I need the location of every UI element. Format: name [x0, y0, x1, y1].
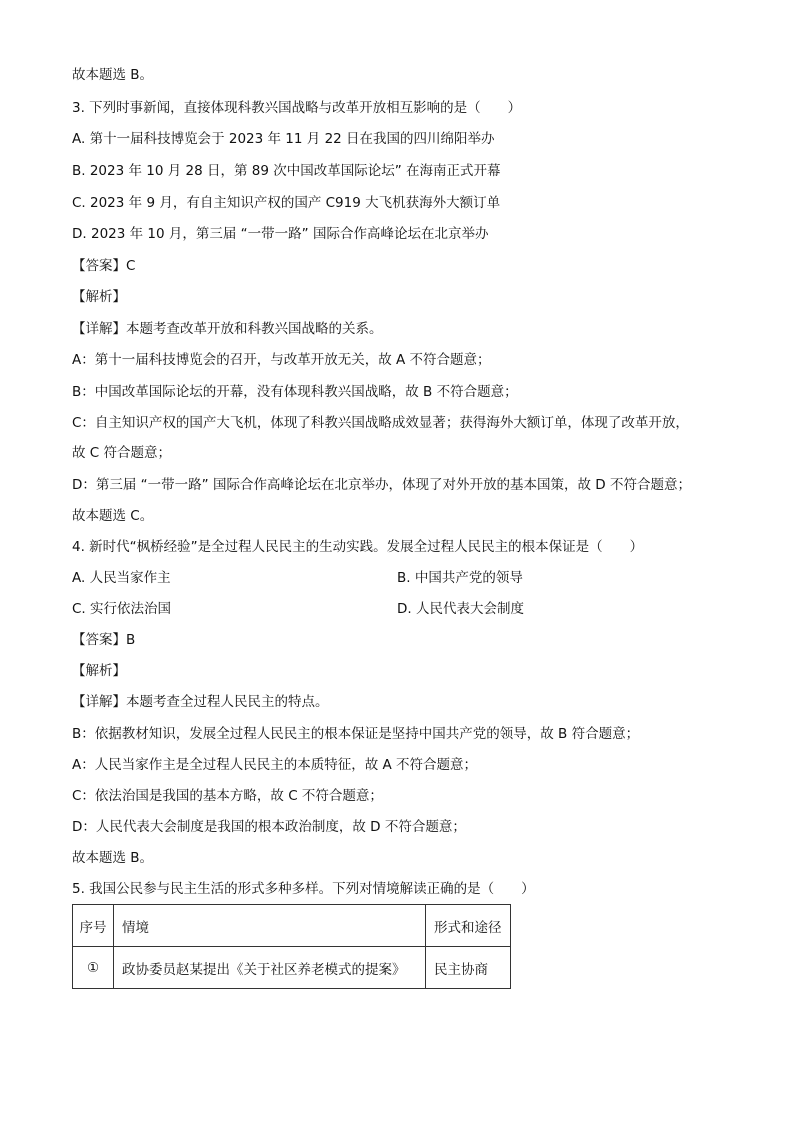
detail-text: B：中国改革国际论坛的开幕，没有体现科教兴国战略，故 B 不符合题意；: [72, 384, 518, 400]
conclusion: 故本题选 C。: [72, 508, 154, 524]
option-d: D. 2023 年 10 月，第三届 “一带一路” 国际合作高峰论坛在北京举办: [72, 226, 489, 242]
table-cell: ①: [73, 947, 114, 989]
option-a: A. 第十一届科技博览会于 2023 年 11 月 22 日在我国的四川绵阳举办: [72, 131, 495, 147]
option-b: B. 2023 年 10 月 28 日，第 89 次中国改革国际论坛” 在海南正式开幕: [72, 163, 501, 179]
answer: 【答案】B: [72, 632, 136, 648]
detail-text: A：人民当家作主是全过程人民民主的本质特征，故 A 不符合题意；: [72, 757, 478, 773]
table-cell: 民主协商: [426, 947, 511, 989]
option-b: B. 中国共产党的领导: [397, 570, 523, 586]
option-c: C. 2023 年 9 月，有自主知识产权的国产 C919 大飞机获海外大额订单: [72, 195, 501, 211]
table-cell: 政协委员赵某提出《关于社区养老模式的提案》: [114, 947, 426, 989]
detail-text: 【详解】本题考查改革开放和科教兴国战略的关系。: [72, 321, 383, 337]
detail-text: 【详解】本题考查全过程人民民主的特点。: [72, 694, 329, 710]
table-row: [73, 947, 511, 989]
table-header: 形式和途径: [426, 905, 511, 947]
table-header-row: [73, 905, 511, 947]
scenario-table: [72, 904, 511, 989]
analysis-heading: 【解析】: [72, 663, 126, 679]
table-header: 情境: [114, 905, 426, 947]
conclusion: 故本题选 B。: [72, 850, 154, 866]
detail-text: C：依法治国是我国的基本方略，故 C 不符合题意；: [72, 788, 383, 804]
option-c: C. 实行依法治国: [72, 601, 172, 617]
detail-text: D：人民代表大会制度是我国的根本政治制度，故 D 不符合题意；: [72, 819, 466, 835]
detail-text: B：依据教材知识，发展全过程人民民主的根本保证是坚持中国共产党的领导，故 B 符合题意；: [72, 726, 640, 742]
analysis-heading: 【解析】: [72, 289, 126, 305]
detail-text: C：自主知识产权的国产大飞机，体现了科教兴国战略成效显著；获得海外大额订单，体现了改革开放，: [72, 415, 689, 431]
table-header: 序号: [73, 905, 114, 947]
question-3: 3. 下列时事新闻，直接体现科教兴国战略与改革开放相互影响的是（ ）: [72, 100, 522, 116]
text-line: 故本题选 B。: [72, 67, 154, 83]
question-5: 5. 我国公民参与民主生活的形式多种多样。下列对情境解读正确的是（ ）: [72, 881, 535, 897]
detail-text: 故 C 符合题意；: [72, 445, 172, 461]
option-a: A. 人民当家作主: [72, 570, 171, 586]
answer: 【答案】C: [72, 258, 136, 274]
question-4: 4. 新时代“枫桥经验”是全过程人民民主的生动实践。发展全过程人民民主的根本保证是（ ）: [72, 539, 644, 555]
detail-text: A：第十一届科技博览会的召开，与改革开放无关，故 A 不符合题意；: [72, 352, 491, 368]
detail-text: D：第三届 “一带一路” 国际合作高峰论坛在北京举办，体现了对外开放的基本国策，故 D 不符合题意；: [72, 477, 691, 493]
option-d: D. 人民代表大会制度: [397, 601, 524, 617]
